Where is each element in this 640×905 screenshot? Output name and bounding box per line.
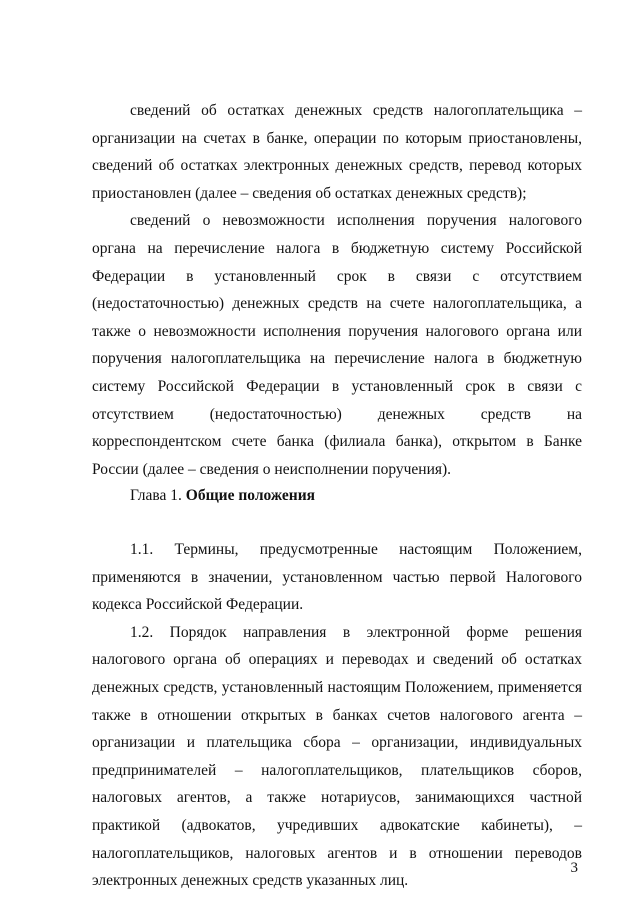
section-1-2: 1.2. Порядок направления в электронной форме решения налогового органа об операциях и переводах и сведений об остатках денежных средств, установленный настоящим Положением, применяется также в отношении открытых в банках счетов налогового агента – организации и плательщика сбора – организации, индивидуальных предпринимателей – налогоплательщиков, плательщиков сборов, налоговых агентов, а также нотариусов, занимающихся частной практикой (адвокатов, учредивших адвокатские кабинеты), – налогоплательщиков, налоговых агентов и в отношении переводов электронных денежных средств указанных лиц. <box>92 623 582 890</box>
sections-text-block <box>92 536 582 895</box>
paragraph-non-execution: сведений о невозможности исполнения поручения налогового органа на перечисление налога в бюджетную систему Российской Федерации в установленный срок в связи с отсутствием (недостаточностью) денежных средств на счете налогоплательщика, а также о невозможности исполнения поручения налогового органа или поручения налогоплательщика на перечисление налога в бюджетную систему Российской Федерации в установленный срок в связи с отсутствием (недостаточностью) денежных средств на корреспондентском счете банка (филиала банка), открытом в Банке России (далее – сведения о неисполнении поручения). <box>92 212 582 478</box>
section-1-1: 1.1. Термины, предусмотренные настоящим Положением, применяются в значении, установленном частью первой Налогового кодекса Российской Федерации. <box>92 541 582 614</box>
paragraph-remaining-funds: сведений об остатках денежных средств налогоплательщика – организации на счетах в банке, операции по которым приостановлены, сведений об остатках электронных денежных средств, перевод которых приостановлен (далее – сведения об остатках денежных средств); <box>92 102 582 202</box>
intro-text-block <box>92 97 582 483</box>
page-number: 3 <box>570 860 578 876</box>
chapter-title: Общие положения <box>185 487 316 504</box>
chapter-heading <box>130 482 315 510</box>
chapter-label: Глава 1. <box>130 487 182 504</box>
